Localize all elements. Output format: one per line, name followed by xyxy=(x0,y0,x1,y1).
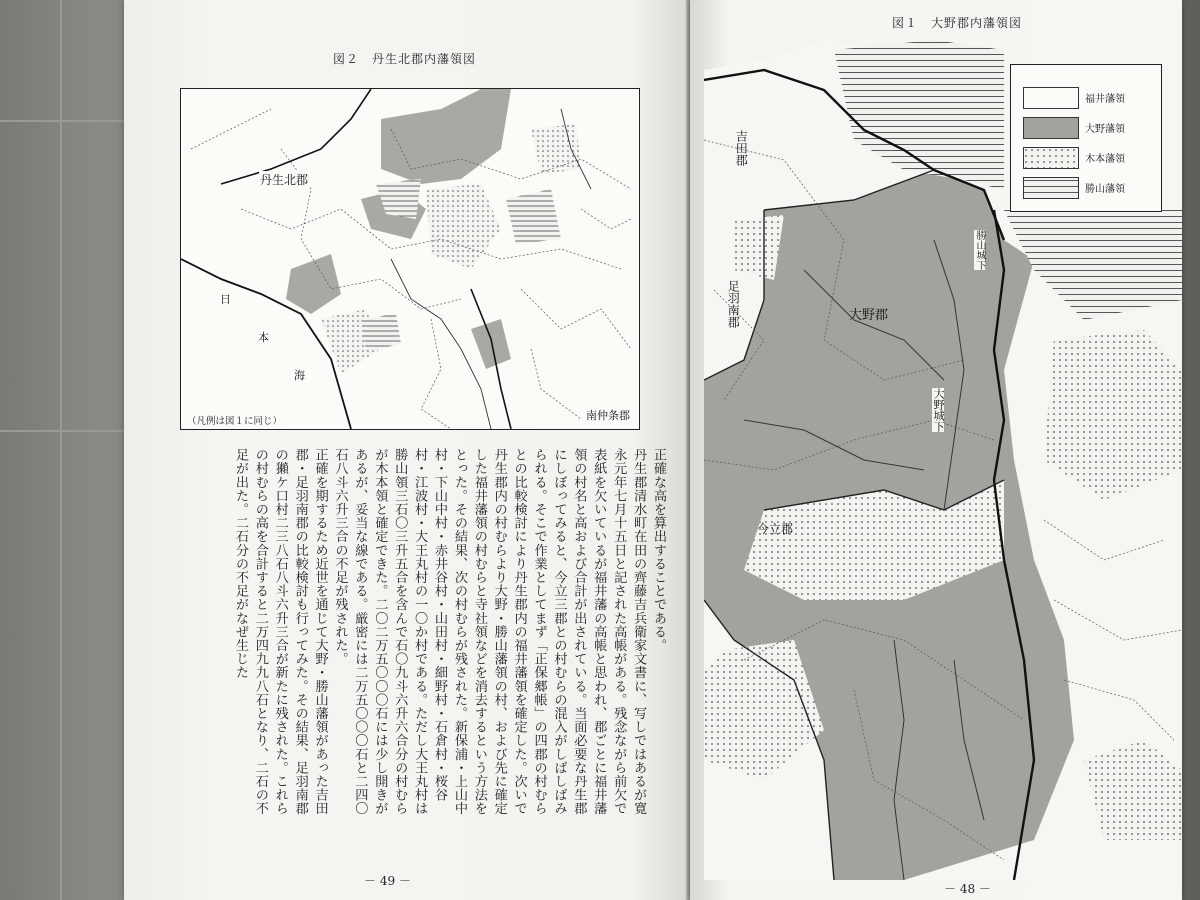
legend-label: 木本藩領 xyxy=(1085,154,1125,165)
district-label-yoshida: 吉田郡 xyxy=(734,130,749,166)
district-label-asuwa-south: 足羽南郡 xyxy=(726,280,741,328)
legend-note: （凡例は図１に同じ） xyxy=(187,416,283,427)
sea-label-char-2: 本 xyxy=(258,331,269,344)
katsuyama-castle-town-label: 勝山城下 xyxy=(974,230,985,270)
ono-domain-region xyxy=(381,89,511,184)
katsuyama-domain-region xyxy=(506,189,561,244)
ono-domain-region xyxy=(286,254,341,314)
legend-item-ono xyxy=(1023,117,1153,139)
swatch-dark xyxy=(1023,117,1079,139)
legend-label: 福井藩領 xyxy=(1085,94,1125,105)
sea-label-char-1: 日 xyxy=(220,293,231,306)
district-label-ono: 大野郡 xyxy=(849,308,889,323)
ono-castle-town-label: 大野城下 xyxy=(932,388,946,432)
background-grid-line xyxy=(0,430,124,432)
map-legend xyxy=(1010,64,1162,212)
district-label-minami-nakajo: 南仲条郡 xyxy=(586,409,630,422)
sea-label-char-3: 海 xyxy=(294,369,305,382)
legend-item-katsuyama xyxy=(1023,177,1153,199)
body-paragraph: 丹生郡清水町在田の齊藤吉兵衛家文書に、写しではあるが寛永元年七月十五日と記された高帳がある。残念ながら前欠で表紙を欠いているが福井藩の高帳と思われ、郡ごとに福井藩領の村名と高および合計が出されている。当面必要な丹生郡にしぼってみると、今立三郡との村むらの混入がしばしばみられる。そこで作業としてまず「正保郷帳」の四郡の村むらとの比較検討により丹生郡内の福井藩領を確定した。次いで丹生郡内の村むらより大野・勝山藩領の村、および先に確定した福井藩領の村むらと寺社領などを消去するという方法をとった。その結果、次の村むらが残された。新保浦・上山中村・下山中村・赤井谷村・山田村・細野村・石倉村・桜谷村・江波村・大王丸村の一〇か村である。ただし大王丸村は勝山領三石〇三升五合を含んで石〇九斗六升六合分の村むらが木本領と確定できた。二〇二万五〇〇〇石には少し開きがあるが、妥当な線である。厳密には二万五〇〇〇石と二四〇石八斗六升三合の不足が残された。 xyxy=(332,448,647,816)
kinomoto-domain-region xyxy=(531,124,581,174)
swatch-hatched xyxy=(1023,177,1079,199)
katsuyama-domain-region xyxy=(361,314,401,351)
legend-item-kinomoto xyxy=(1023,147,1153,169)
district-label-imadate: 今立郡 xyxy=(757,522,794,536)
niu-north-map-drawing xyxy=(181,89,639,429)
background-grid-line xyxy=(60,0,62,900)
body-text xyxy=(168,448,668,828)
legend-item-fukui xyxy=(1023,87,1153,109)
figure-1-title: 図１ 大野郡内藩領図 xyxy=(892,16,1023,30)
swatch-dotted xyxy=(1023,147,1079,169)
legend-label: 勝山藩領 xyxy=(1085,184,1125,195)
ono-domain-region xyxy=(471,319,511,369)
district-label-niu-north: 丹生北郡 xyxy=(260,173,309,187)
swatch-blank xyxy=(1023,87,1079,109)
district-boundary xyxy=(221,89,371,184)
page-number-left: － 49 － xyxy=(364,874,411,888)
figure-2-title: 図２ 丹生北郡内藩領図 xyxy=(333,52,477,66)
background-grid-line xyxy=(0,120,124,122)
kinomoto-domain-region xyxy=(426,184,501,269)
body-paragraph: 正確な高を算出することである。 xyxy=(651,448,666,652)
figure-2-map xyxy=(180,88,640,430)
body-paragraph: 正確を期するため近世を通じて大野・勝山藩領があった吉田郡・足羽南郡の比較検討も行ってみた。その結果、足羽南郡の獺ケ口村二三八石八斗六升三合が新たに残された。これらの村むらの高を合計すると二万四九九八石となり、二石の不足が出た。二石分の不足がなぜ生じた xyxy=(232,448,328,816)
legend-label: 大野藩領 xyxy=(1085,124,1125,135)
page-number-right: － 48 － xyxy=(944,882,991,896)
